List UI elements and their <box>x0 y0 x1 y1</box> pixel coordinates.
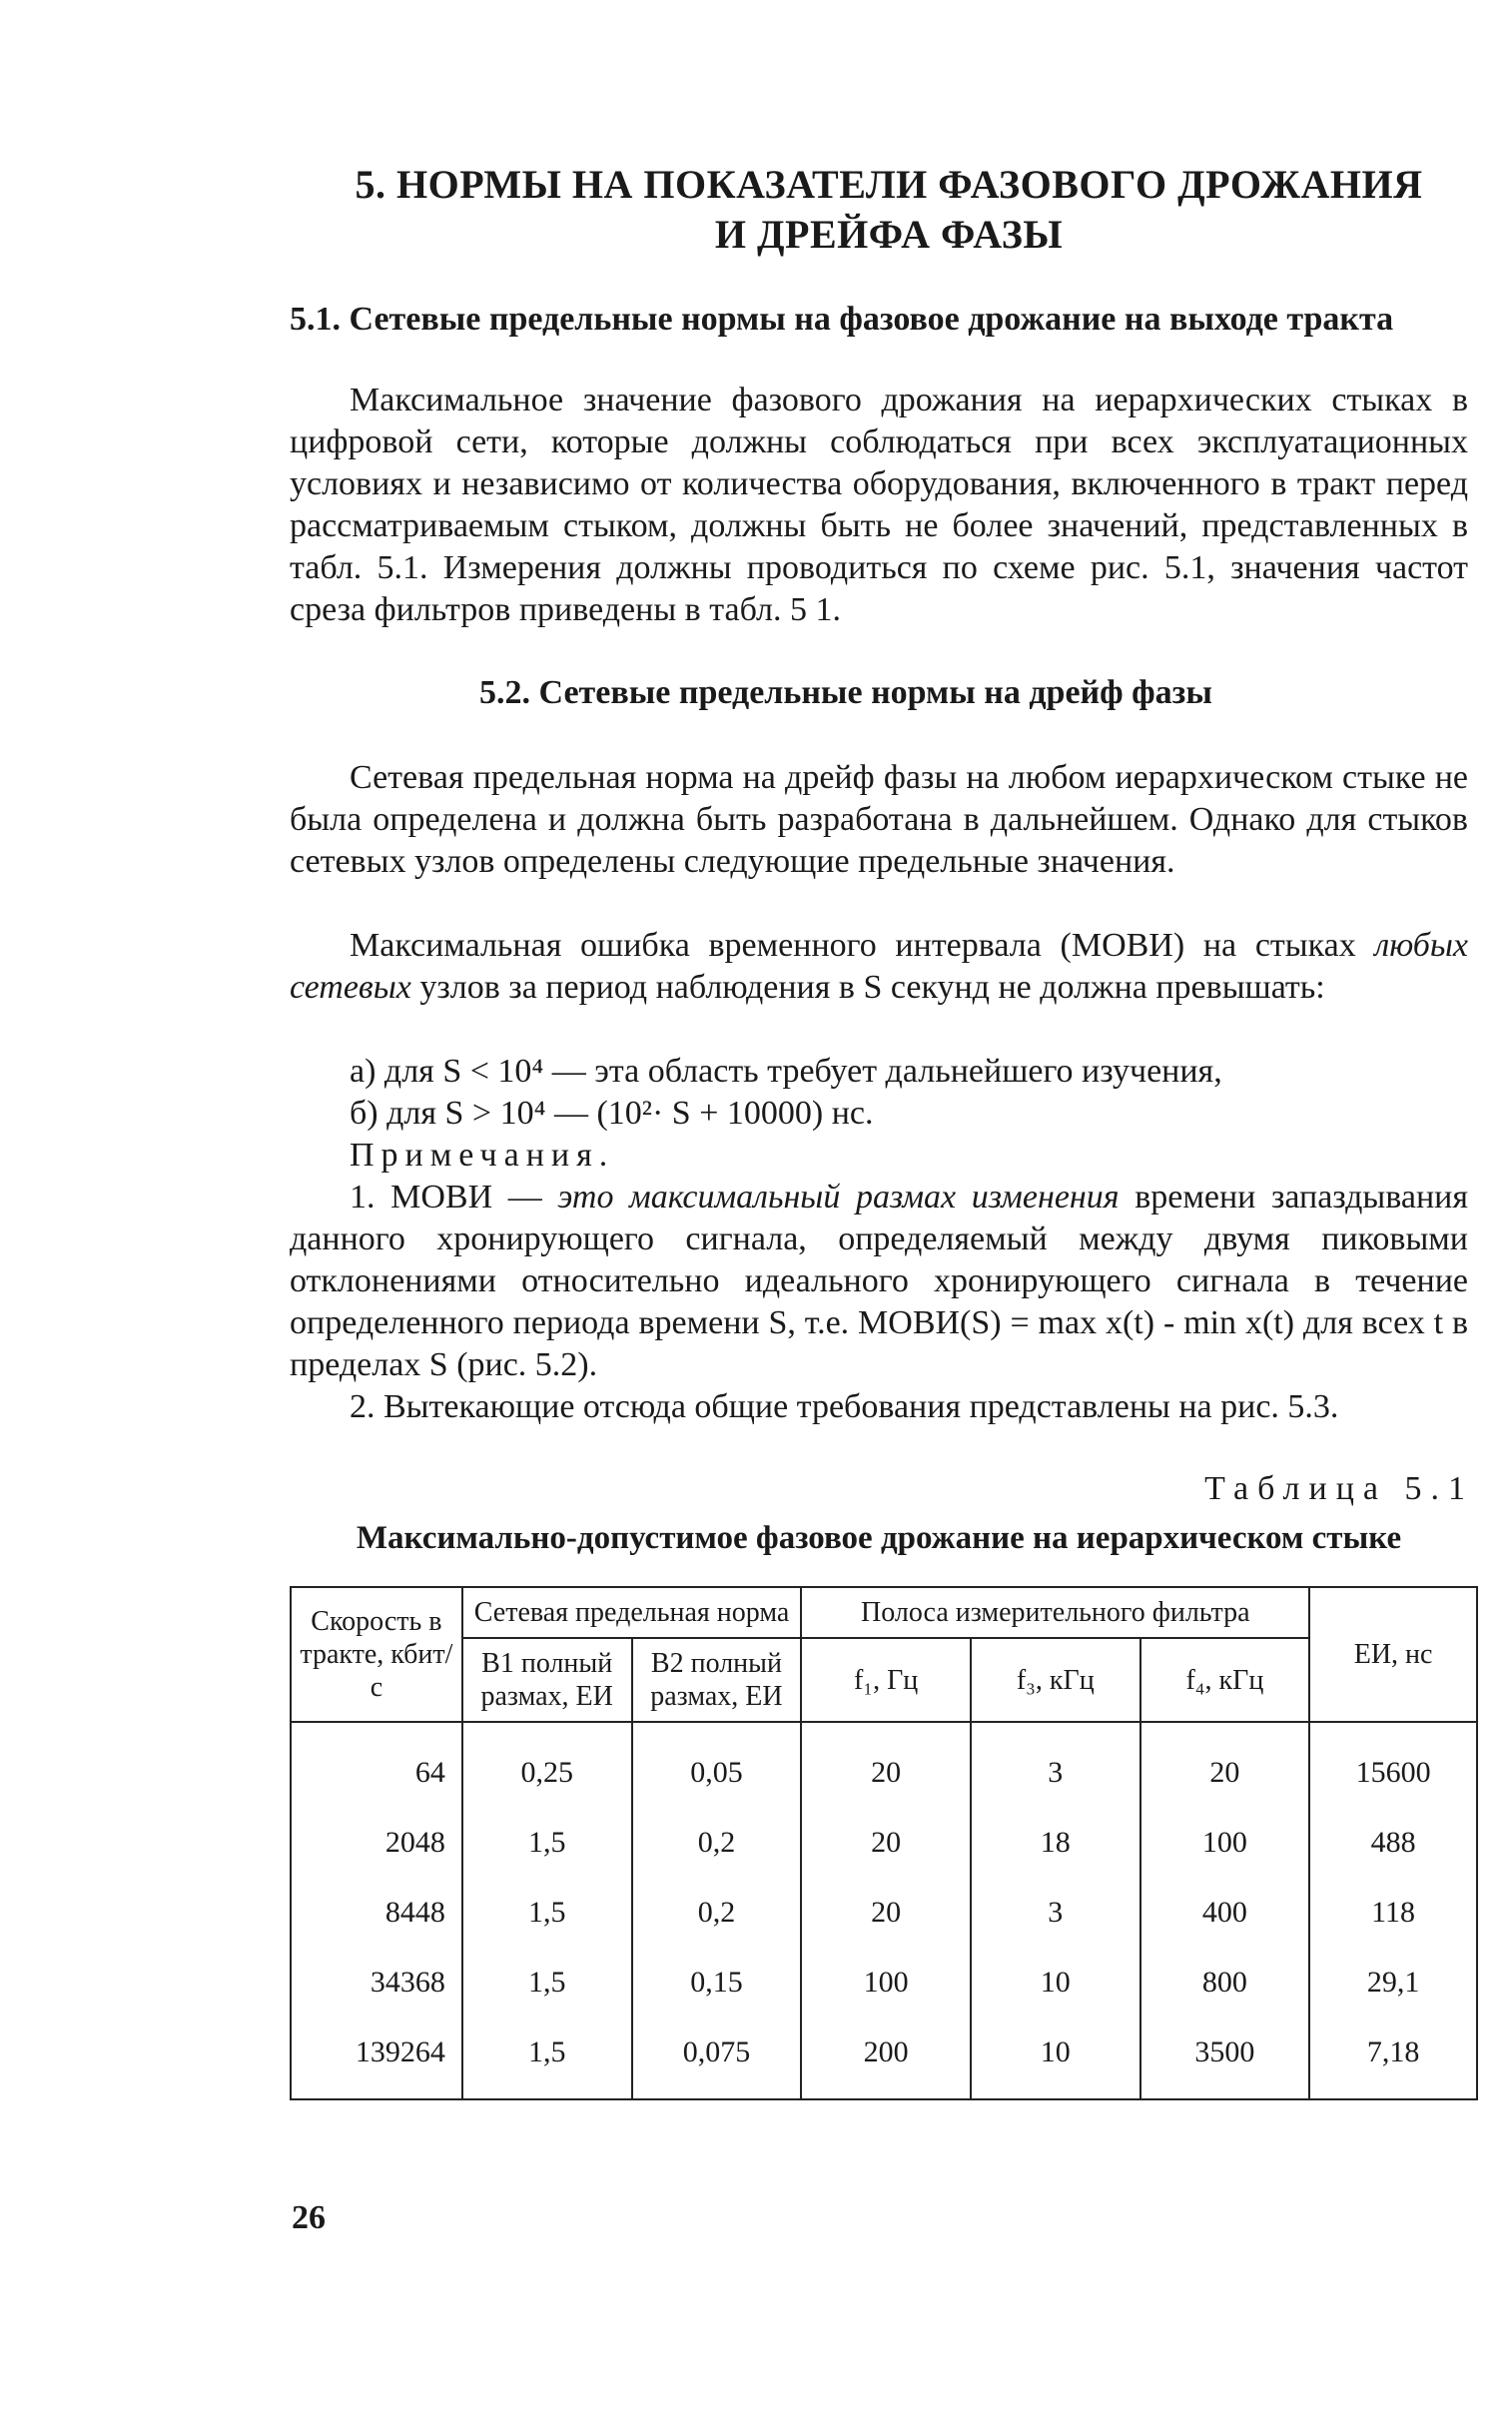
table-cell: 10 <box>971 2017 1140 2099</box>
chapter-title <box>290 160 1488 260</box>
header-f4: f₄, кГц <box>1140 1638 1310 1722</box>
item-b: б) для S > 10⁴ — (10²· S + 10000) нс. <box>350 1095 874 1132</box>
page-number: 26 <box>292 2199 326 2236</box>
table-row <box>291 1877 1477 1947</box>
table-cell: 3 <box>971 1722 1140 1807</box>
table-title: Максимально-допустимое фазовое дрожание на иерархическом стыке <box>356 1520 1402 1556</box>
table-cell: 29,1 <box>1309 1947 1477 2017</box>
header-b1: B1 полный размах, ЕИ <box>462 1638 632 1722</box>
item-a: а) для S < 10⁴ — эта область требует дальнейшего изучения, <box>350 1053 1222 1090</box>
header-filter-band: Полоса измерительного фильтра <box>801 1587 1309 1638</box>
paragraph-2-end: узлов за период наблюдения в S секунд не должна превышать: <box>410 969 1325 1006</box>
table-cell: 118 <box>1309 1877 1477 1947</box>
section-5-2-paragraph-2 <box>290 925 1468 1009</box>
section-5-2-paragraph-1: Сетевая предельная норма на дрейф фазы на любом иерархическом стыке не была определена и должна быть разработана в дальнейшем. Однако для стыков сетевых узлов определены следующие предельные значения. <box>290 759 1468 880</box>
table-row <box>291 1722 1477 1807</box>
table-cell: 34368 <box>291 1947 462 2017</box>
table-row <box>291 1947 1477 2017</box>
table-cell: 800 <box>1140 1947 1310 2017</box>
table-cell: 1,5 <box>462 2017 632 2099</box>
table-cell: 8448 <box>291 1877 462 1947</box>
table-cell: 0,25 <box>462 1722 632 1807</box>
table-row <box>291 2017 1477 2099</box>
note-1-italic: это максимальный размах изменения <box>557 1179 1120 1216</box>
table-cell: 0,075 <box>632 2017 802 2099</box>
table-cell: 1,5 <box>462 1877 632 1947</box>
table-row <box>291 1807 1477 1877</box>
header-b2: B2 полный размах, ЕИ <box>632 1638 802 1722</box>
table-cell: 1,5 <box>462 1807 632 1877</box>
table-cell: 488 <box>1309 1807 1477 1877</box>
paragraph-2-start: Максимальная ошибка временного интервала (МОВИ) на стыках <box>350 927 1375 964</box>
header-ei: ЕИ, нс <box>1309 1587 1477 1722</box>
table-label: Таблица 5.1 <box>1204 1470 1474 1507</box>
table-cell: 20 <box>801 1807 971 1877</box>
section-5-2-heading: 5.2. Сетевые предельные нормы на дрейф фазы <box>479 674 1212 711</box>
section-5-1-heading: 5.1. Сетевые предельные нормы на фазовое дрожание на выходе тракта <box>290 301 1394 338</box>
table-cell: 400 <box>1140 1877 1310 1947</box>
header-network-norm: Сетевая предельная норма <box>462 1587 802 1638</box>
note-1-prefix: 1. МОВИ — <box>350 1179 558 1216</box>
table-cell: 64 <box>291 1722 462 1807</box>
table-cell: 0,2 <box>632 1807 802 1877</box>
table-cell: 0,15 <box>632 1947 802 2017</box>
table-cell: 3 <box>971 1877 1140 1947</box>
note-1 <box>290 1177 1468 1386</box>
paragraph-2-italic: любых сетевых <box>290 927 1468 1006</box>
table-cell: 100 <box>801 1947 971 2017</box>
table-cell: 18 <box>971 1807 1140 1877</box>
table-cell: 20 <box>1140 1722 1310 1807</box>
note-2: 2. Вытекающие отсюда общие требования представлены на рис. 5.3. <box>350 1388 1339 1425</box>
table-cell: 20 <box>801 1877 971 1947</box>
chapter-title-line-2: И ДРЕЙФА ФАЗЫ <box>714 212 1064 257</box>
table-cell: 7,18 <box>1309 2017 1477 2099</box>
jitter-table <box>290 1586 1478 2100</box>
table-cell: 2048 <box>291 1807 462 1877</box>
table-cell: 15600 <box>1309 1722 1477 1807</box>
table-cell: 3500 <box>1140 2017 1310 2099</box>
notes-label: Примечания. <box>350 1137 615 1174</box>
table-cell: 0,05 <box>632 1722 802 1807</box>
section-5-1-paragraph: Максимальное значение фазового дрожания на иерархических стыках в цифровой сети, которые должны соблюдаться при всех эксплуатационных условиях и независимо от количества оборудования, включенного в тракт перед рассматриваемым стыком, должны быть не более значений, представленных в табл. 5.1. Измерения должны проводиться по схеме рис. 5.1, значения частот среза фильтров приведены в табл. 5 1. <box>290 382 1468 628</box>
table-cell: 139264 <box>291 2017 462 2099</box>
table-cell: 100 <box>1140 1807 1310 1877</box>
note-1-rest: времени запаздывания данного хронирующего сигнала, определяемый между двумя пиковыми отклонениями относительно идеального хронирующего сигнала в течение определенного периода времени S, т.е. МОВИ(S) = max x(t) - min x(t) для всех t в пределах S (рис. 5.2). <box>290 1179 1468 1383</box>
table-cell: 10 <box>971 1947 1140 2017</box>
header-f3: f₃, кГц <box>971 1638 1140 1722</box>
table-cell: 20 <box>801 1722 971 1807</box>
header-speed: Скорость в тракте, кбит/с <box>291 1587 462 1722</box>
table-cell: 1,5 <box>462 1947 632 2017</box>
table-cell: 200 <box>801 2017 971 2099</box>
chapter-title-line-1: 5. НОРМЫ НА ПОКАЗАТЕЛИ ФАЗОВОГО ДРОЖАНИЯ <box>355 162 1423 207</box>
header-f1: f₁, Гц <box>801 1638 971 1722</box>
table-cell: 0,2 <box>632 1877 802 1947</box>
